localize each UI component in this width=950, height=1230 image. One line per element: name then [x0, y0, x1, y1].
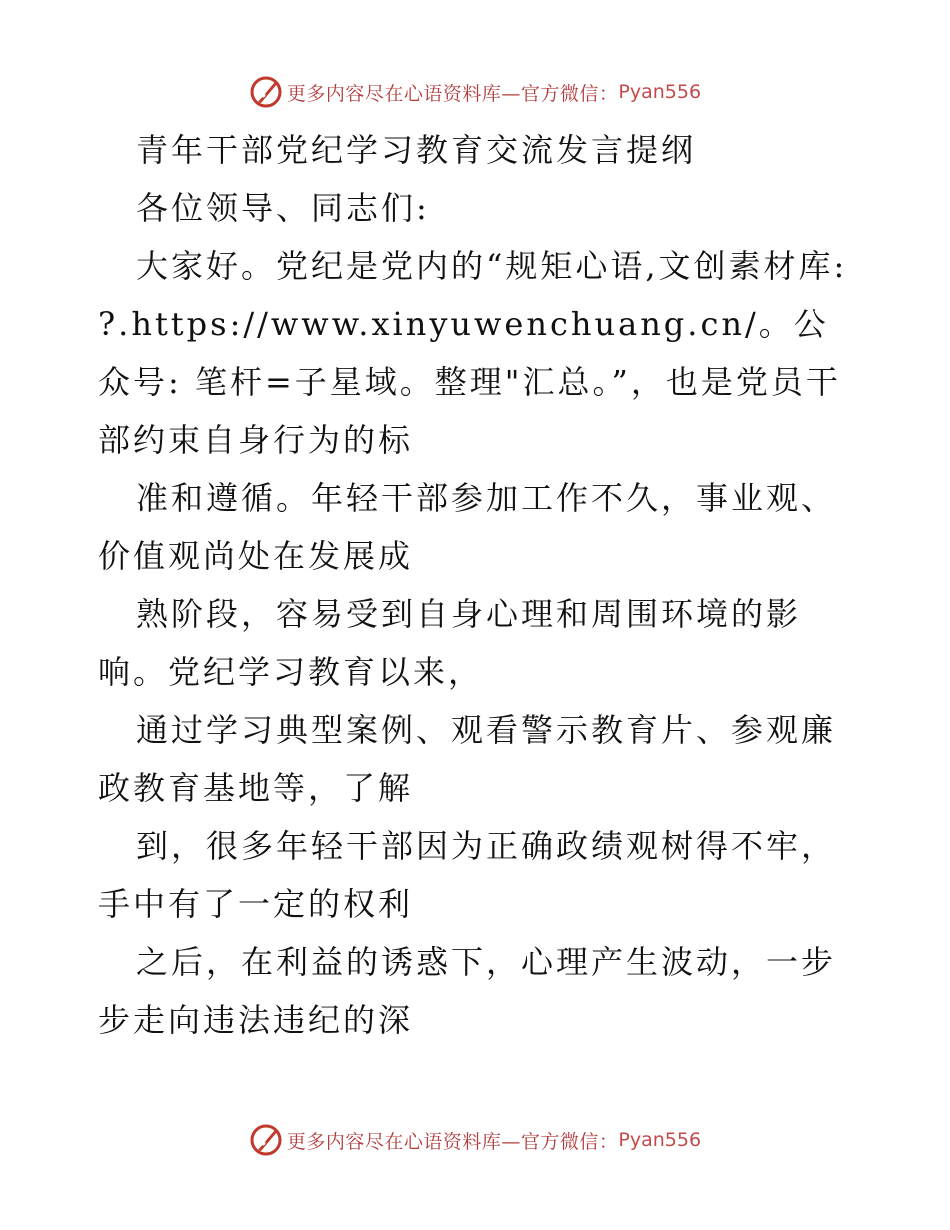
paragraph: 通过学习典型案例、观看警示教育片、参观廉政教育基地等，了解 — [98, 711, 837, 807]
paragraph: 之后，在利益的诱惑下，心理产生波动，一步步走向违法违纪的深 — [98, 943, 837, 1039]
banner-text: 更多内容尽在心语资料库—官方微信： — [286, 1130, 619, 1153]
quill-pen-logo-icon — [249, 75, 283, 109]
paragraph: 到，很多年轻干部因为正确政绩观树得不牢，手中有了一定的权利 — [98, 827, 837, 923]
banner-text: 更多内容尽在心语资料库—官方微信： — [286, 82, 619, 105]
quill-pen-logo-icon — [249, 1123, 283, 1157]
paragraph: 准和遵循。年轻干部参加工作不久，事业观、价值观尚处在发展成 — [98, 479, 837, 575]
document-body — [98, 121, 858, 1049]
header-banner — [0, 70, 950, 114]
banner-wechat-id: Pyan556 — [618, 81, 702, 103]
salutation: 各位领导、同志们: — [136, 189, 430, 227]
document-title: 青年干部党纪学习教育交流发言提纲 — [136, 131, 697, 169]
footer-banner — [0, 1118, 950, 1162]
banner-wechat-id: Pyan556 — [618, 1129, 702, 1151]
paragraph: 熟阶段，容易受到自身心理和周围环境的影响。党纪学习教育以来， — [98, 595, 802, 691]
paragraph: 大家好。党纪是党内的“规矩心语,文创素材库: ?.https://www.xinyuwenchuang.cn/。公众号: 笔杆=子星域。整理"汇总。”，也是党员干部约束自身行为的标 — [98, 247, 848, 459]
